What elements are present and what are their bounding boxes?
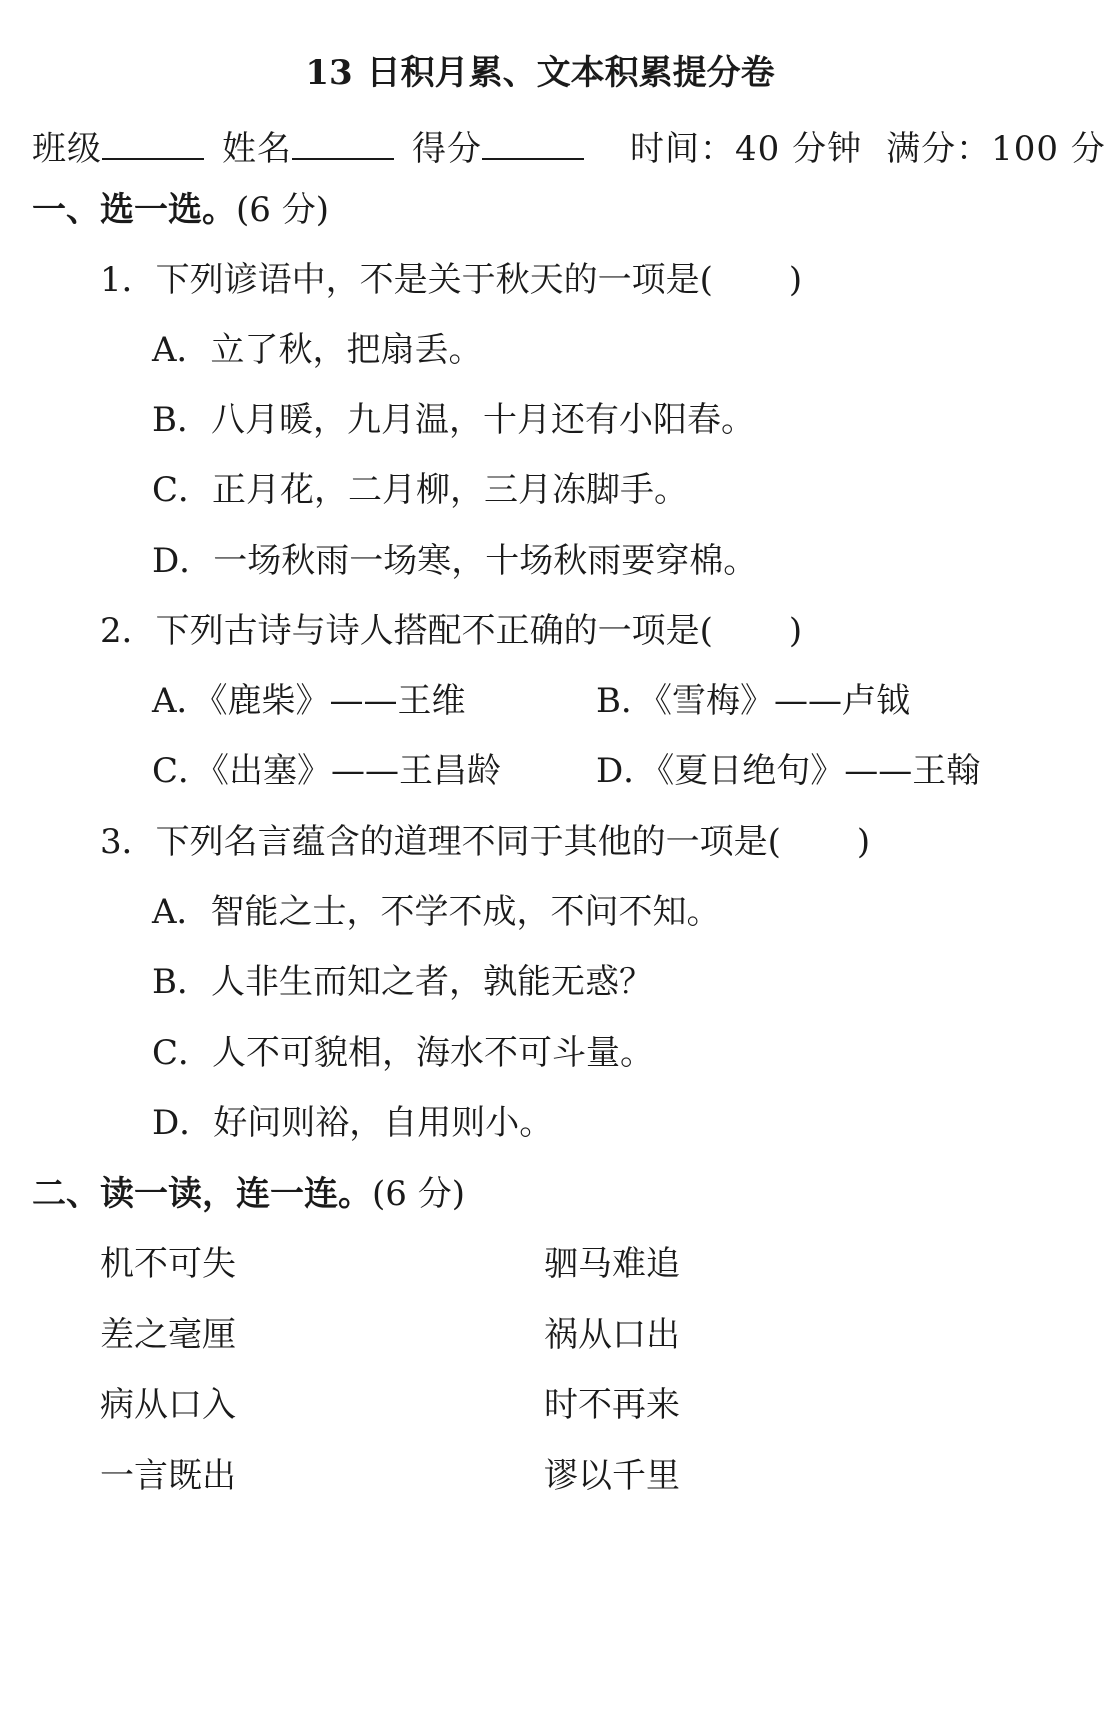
option-a: A．智能之士，不学不成，不问不知。	[152, 892, 721, 932]
section-1-heading: 一、选一选。(6 分)	[32, 190, 329, 230]
option-c: C．《出塞》——王昌龄	[152, 751, 502, 791]
question-1: 1．下列谚语中，不是关于秋天的一项是( )	[100, 260, 803, 300]
match-right-item[interactable]: 谬以千里	[544, 1456, 680, 1496]
class-label: 班级	[32, 129, 102, 169]
full-score-text: 满分：100 分	[886, 129, 1106, 169]
question-2: 2．下列古诗与诗人搭配不正确的一项是( )	[100, 611, 803, 651]
title-number: 13	[305, 53, 353, 93]
section-1-points: (6 分)	[236, 190, 329, 230]
option-c: C．人不可貌相，海水不可斗量。	[152, 1033, 655, 1073]
match-left-item[interactable]: 病从口入	[100, 1385, 236, 1425]
option-a: A．《鹿柴》——王维	[152, 681, 466, 721]
match-left-item[interactable]: 机不可失	[100, 1244, 236, 1284]
time-text: 时间：40 分钟	[630, 129, 863, 169]
question-3: 3．下列名言蕴含的道理不同于其他的一项是( )	[100, 822, 871, 862]
question-stem: 2．下列古诗与诗人搭配不正确的一项是(	[100, 611, 713, 651]
option-b: B．人非生而知之者，孰能无惑？	[152, 962, 653, 1002]
page-title	[0, 53, 1080, 93]
match-right-item[interactable]: 时不再来	[544, 1385, 680, 1425]
question-stem: 3．下列名言蕴含的道理不同于其他的一项是(	[100, 822, 781, 862]
name-blank[interactable]	[292, 128, 394, 160]
option-d: D．一场秋雨一场寒，十场秋雨要穿棉。	[152, 541, 758, 581]
title-text: 日积月累、文本积累提分卷	[366, 53, 775, 93]
section-2-heading: 二、读一读，连一连。(6 分)	[32, 1174, 465, 1214]
match-left-item[interactable]: 一言既出	[100, 1456, 236, 1496]
option-b: B．八月暖，九月温，十月还有小阳春。	[152, 400, 755, 440]
score-blank[interactable]	[482, 128, 584, 160]
header-info	[32, 128, 1106, 168]
match-left-item[interactable]: 差之毫厘	[100, 1315, 236, 1355]
name-label: 姓名	[222, 129, 292, 169]
match-right-item[interactable]: 祸从口出	[544, 1315, 680, 1355]
option-c: C．正月花，二月柳，三月冻脚手。	[152, 470, 689, 510]
match-right-item[interactable]: 驷马难追	[544, 1244, 680, 1284]
class-blank[interactable]	[102, 128, 204, 160]
question-stem: 1．下列谚语中，不是关于秋天的一项是(	[100, 260, 713, 300]
option-b: B．《雪梅》——卢钺	[596, 681, 910, 721]
option-d: D．《夏日绝句》——王翰	[596, 751, 981, 791]
section-2-points: (6 分)	[372, 1174, 465, 1214]
score-label: 得分	[412, 129, 482, 169]
option-a: A．立了秋，把扇丢。	[152, 330, 483, 370]
option-d: D．好问则裕，自用则小。	[152, 1103, 554, 1143]
